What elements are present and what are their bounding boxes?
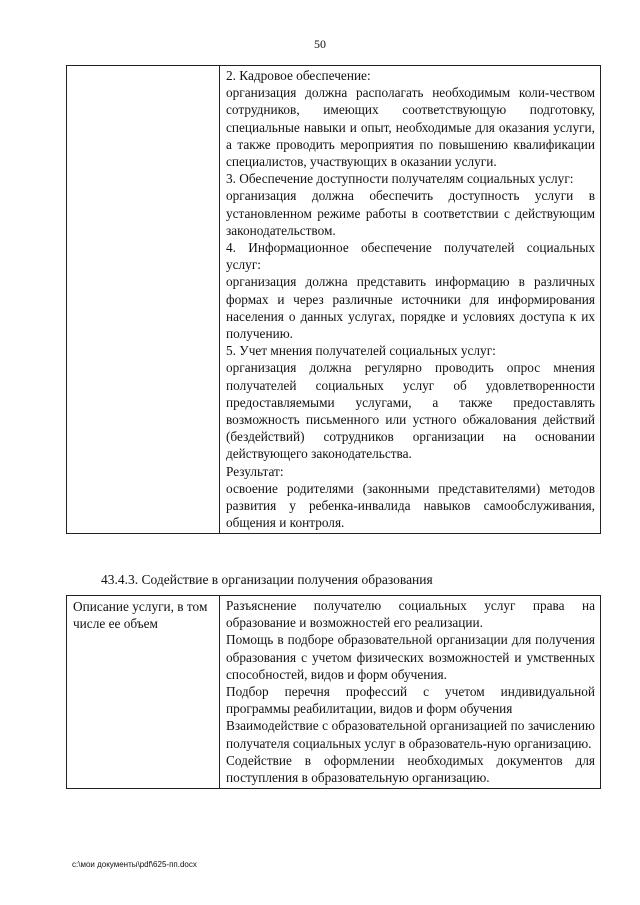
paragraph: Содействие в оформлении необходимых документов для поступления в образовательную организацию. (226, 752, 595, 786)
paragraph: 3. Обеспечение доступности получателям социальных услуг: (226, 171, 574, 187)
table-row (67, 66, 601, 534)
services-standards-table (66, 65, 601, 534)
footer-file-path: c:\мои документы\pdf\625-пп.docx (72, 860, 197, 869)
page-number: 50 (314, 37, 326, 51)
paragraph: 2. Кадровое обеспечение: (226, 68, 371, 83)
paragraph: Результат: (226, 463, 284, 479)
paragraph: организация должна регулярно проводить опрос мнения получателей социальных услуг об удовлетворенности предоставляемыми услугами, а также предоставлять возможность письменного или устного обжалования действий (бездействий) сотрудников организации на основании действующего законодательства. (226, 360, 595, 462)
paragraph: Подбор перечня профессий с учетом индивидуальной программы реабилитации, видов и форм обучения (226, 684, 595, 717)
paragraph: Разъяснение получателю социальных услуг права на образование и возможностей его реализации. (226, 598, 595, 631)
paragraph: Взаимодействие с образовательной организацией по зачислению получателя социальных услуг в образователь-ную организацию. (226, 718, 595, 751)
paragraph: организация должна представить информацию в различных формах и через различные источники для информирования населения о данных услугах, порядке и условиях доступа к их получению. (226, 274, 595, 342)
table-right-cell (220, 596, 601, 789)
paragraph: Помощь в подборе образовательной организации для получения образования с учетом физических возможностей и умственных способностей, видов и форм обучения. (226, 632, 595, 682)
table-left-cell: Описание услуги, в том числе ее объем (67, 596, 220, 789)
table-left-cell (67, 66, 220, 534)
table-right-cell (220, 66, 601, 534)
paragraph: организация должна обеспечить доступность услуги в установленном режиме работы в соответствии с действующим законодательством. (226, 188, 595, 238)
paragraph: 5. Учет мнения получателей социальных услуг: (226, 343, 496, 359)
table-row (67, 596, 601, 789)
service-description-table (66, 595, 601, 789)
section-heading: 43.4.3. Содействие в организации получения образования (101, 572, 433, 587)
paragraph: 4. Информационное обеспечение получателей социальных услуг: (226, 240, 595, 273)
paragraph: освоение родителями (законными представителями) методов развития у ребенка-инвалида навыков самообслуживания, общения и контроля. (226, 480, 595, 531)
paragraph: организация должна располагать необходимым коли-чеством сотрудников, имеющих соответствующую подготовку, специальные навыки и опыт, необходимые для оказания услуги, а также проводить мероприятия по повышению квалификации специалистов, участвующих в оказании услуги. (226, 85, 595, 170)
